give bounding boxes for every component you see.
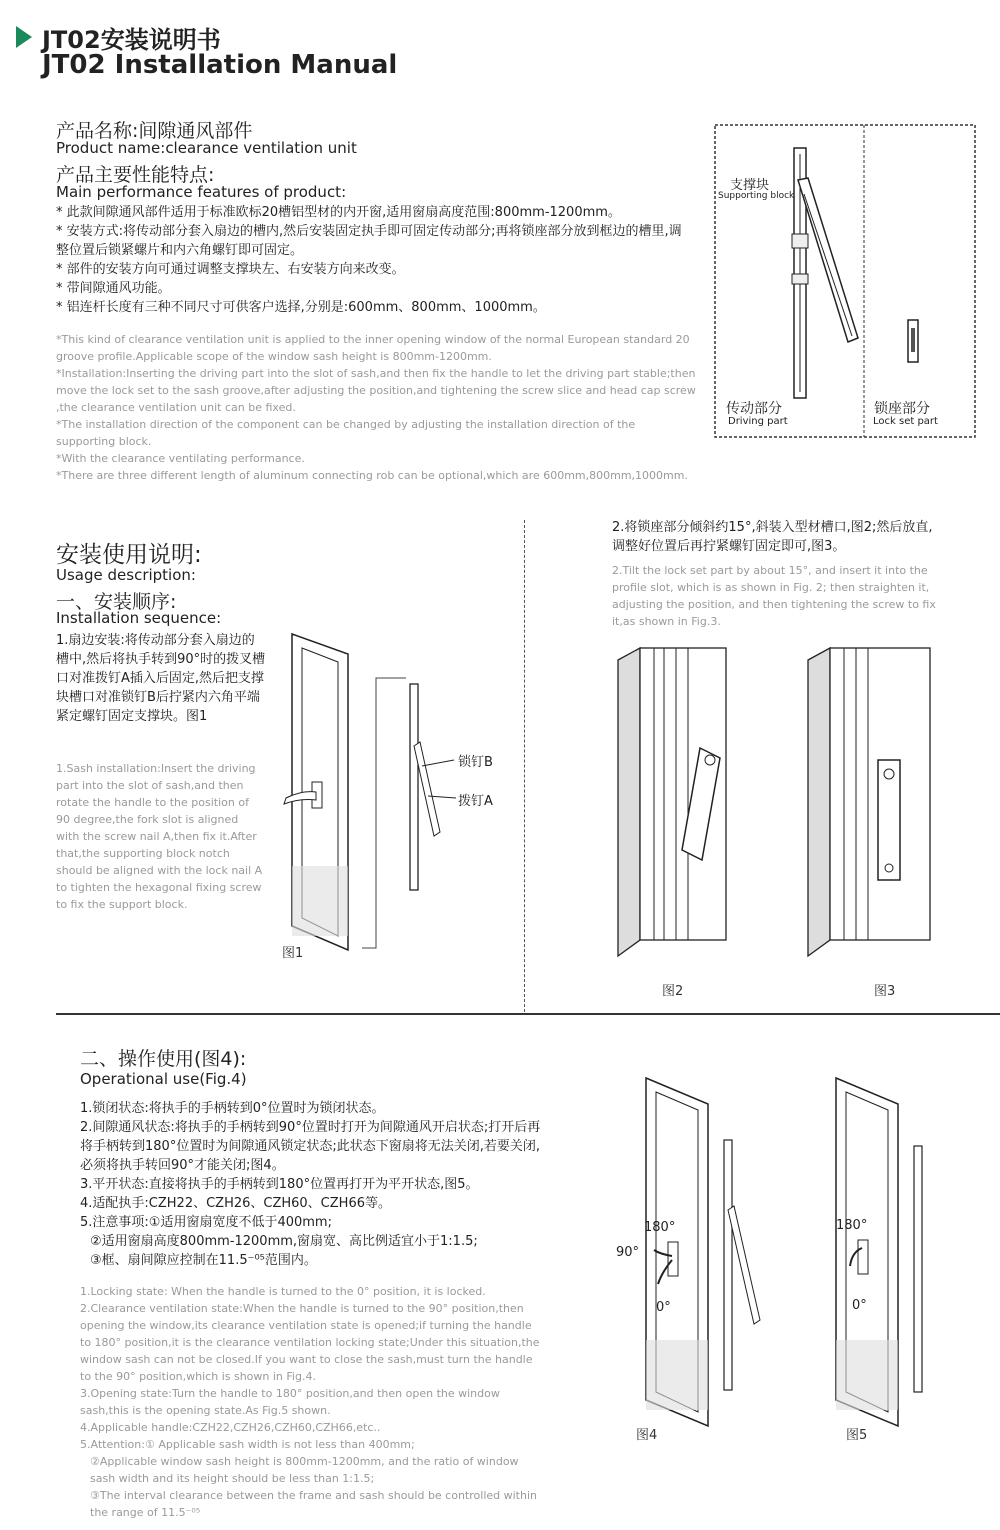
- operation-en-item: 1.Locking state: When the handle is turned to the 0° position, it is locked.: [80, 1285, 486, 1298]
- feature-item: * 部件的安装方向可通过调整支撑块左、右安装方向来改变。: [56, 262, 405, 277]
- feature-item: * 带间隙通风功能。: [56, 281, 171, 296]
- figure-4-caption: 图4: [636, 1428, 658, 1443]
- product-name-en: Product name:clearance ventilation unit: [56, 139, 357, 157]
- operation-en-item: 3.Opening state:Turn the handle to 180° position,and then open the window sash,this is the opening state.As Fig.5 shown.: [80, 1387, 500, 1417]
- product-figure: [714, 124, 976, 438]
- figure-5-caption: 图5: [846, 1428, 868, 1443]
- feature-en-item: *This kind of clearance ventilation unit is applied to the inner opening window of the normal European standard 20 groove profile.Applicable scope of the window sash height is 800mm-1200mm.: [56, 333, 690, 363]
- operation-item: 4.适配执手:CZH22、CZH26、CZH60、CZH66等。: [80, 1196, 391, 1211]
- figure-2-caption: 图2: [662, 984, 684, 999]
- nail-a-label: 拨钉A: [458, 794, 493, 809]
- features-title-en: Main performance features of product:: [56, 183, 347, 201]
- operation-en-item: 5.Attention:① Applicable sash width is not less than 400mm;: [80, 1438, 415, 1451]
- operation-item: ③框、扇间隙应控制在11.5⁻⁰⁵范围内。: [90, 1253, 317, 1268]
- step2-en: 2.Tilt the lock set part by about 15°, and insert it into the profile slot, which is as shown in Fig. 2; then straighten it, adjusting the position, and then tightening the screw to fix it,as shown in Fig.3.: [612, 564, 936, 628]
- features-list-en: [56, 331, 696, 484]
- figures-4-5-drawing: [600, 1070, 1000, 1450]
- lock-set-label-cn: 锁座部分: [874, 401, 930, 417]
- operation-list-en: [80, 1283, 542, 1521]
- operation-item: 5.注意事项:①适用窗扇宽度不低于400mm;: [80, 1215, 332, 1230]
- section-divider-horizontal: [56, 1013, 1000, 1015]
- fig4-deg-0: 0°: [656, 1300, 671, 1315]
- operation-en-item: ③The interval clearance between the frame and sash should be controlled within the range of 11.5⁻⁰⁵: [90, 1489, 537, 1519]
- fig5-deg-0: 0°: [852, 1298, 867, 1313]
- figure-1-caption: 图1: [282, 946, 304, 961]
- feature-en-item: *There are three different length of aluminum connecting rob can be optional,which are 600mm,800mm,1000mm.: [56, 469, 688, 482]
- fig4-deg-90: 90°: [616, 1245, 640, 1260]
- driving-part-label-cn: 传动部分: [726, 401, 782, 417]
- operation-en-item: 4.Applicable handle:CZH22,CZH26,CZH60,CZH66,etc..: [80, 1421, 381, 1434]
- figures-4-5: [600, 1070, 1000, 1450]
- operation-item: 3.平开状态:直接将执手的手柄转到180°位置再打开为平开状态,图5。: [80, 1177, 479, 1192]
- lock-set-label-en: Lock set part: [873, 416, 938, 427]
- features-list-cn: [56, 203, 686, 317]
- support-block-label-cn: 支撑块: [730, 178, 770, 193]
- operation-en-item: 2.Clearance ventilation state:When the handle is turned to the 90° position,then opening the window,its clearance ventilation state is opened;if turning the handle to 180° position,it is the clearance ventilation locking state;Under this situation,the window sash can not be closed.If you want to close the sash,must turn the handle to the 90° position,which is shown in Fig.4.: [80, 1302, 540, 1383]
- figure-3-caption: 图3: [874, 984, 896, 999]
- feature-en-item: *With the clearance ventilating performance.: [56, 452, 305, 465]
- title-en: JT02 Installation Manual: [42, 50, 398, 80]
- section-divider-vertical: [524, 520, 525, 1012]
- feature-item: * 安装方式:将传动部分套入扇边的槽内,然后安装固定执手即可固定传动部分;再将锁座部分放到框边的槽里,调整位置后锁紧螺片和内六角螺钉即可固定。: [56, 224, 682, 258]
- feature-item: * 此款间隙通风部件适用于标准欧标20槽铝型材的内开窗,适用窗扇高度范围:800mm-1200mm。: [56, 205, 621, 220]
- operation-title-en: Operational use(Fig.4): [80, 1070, 247, 1088]
- operation-item: 1.锁闭状态:将执手的手柄转到0°位置时为锁闭状态。: [80, 1101, 385, 1116]
- support-block-label-en: Supporting block: [718, 191, 795, 201]
- product-name-cn: 产品名称:间隙通风部件: [56, 120, 253, 142]
- feature-item: * 铝连杆长度有三种不同尺寸可供客户选择,分别是:600mm、800mm、1000mm。: [56, 300, 546, 315]
- figures-2-3: [610, 640, 1000, 1000]
- operation-list-cn: [80, 1099, 542, 1270]
- step1-cn: 1.扇边安装:将传动部分套入扇边的槽中,然后将执手转到90°时的拨叉槽口对准拨钉A插入后固定,然后把支撑块槽口对准锁钉B后拧紧内六角平端紧定螺钉固定支撑块。图1: [56, 633, 266, 724]
- features-title-cn: 产品主要性能特点:: [56, 164, 215, 186]
- operation-title-cn: 二、操作使用(图4):: [80, 1048, 247, 1070]
- sequence-title-cn: 一、安装顺序:: [56, 591, 177, 613]
- step2-cn: 2.将锁座部分倾斜约15°,斜装入型材槽口,图2;然后放直,调整好位置后再拧紧螺钉固定即可,图3。: [612, 520, 933, 554]
- feature-en-item: *The installation direction of the component can be changed by adjusting the installation direction of the supporting block.: [56, 418, 636, 448]
- usage-title-en: Usage description:: [56, 566, 196, 584]
- operation-en-item: ②Applicable window sash height is 800mm-1200mm, and the ratio of window sash width and its height should be less than 1:1.5;: [90, 1455, 519, 1485]
- operation-item: ②适用窗扇高度800mm-1200mm,窗扇宽、高比例适宜小于1:1.5;: [90, 1234, 478, 1249]
- product-figure-drawing: [714, 124, 976, 438]
- operation-item: 2.间隙通风状态:将执手的手柄转到90°位置时打开为间隙通风开启状态;打开后再将手柄转到180°位置时为间隙通风锁定状态;此状态下窗扇将无法关闭,若要关闭,必须将执手转回90°才能关闭;图4。: [80, 1120, 541, 1173]
- driving-part-label-en: Driving part: [728, 416, 788, 427]
- nail-b-label: 锁钉B: [458, 755, 493, 770]
- fig5-deg-180: 180°: [836, 1218, 868, 1233]
- feature-en-item: *Installation:Inserting the driving part into the slot of sash,and then fix the handle to let the driving part stable;then move the lock set to the sash groove,after adjusting the position,and tightening the screw slice and head cap screw ,the clearance ventilation unit can be fixed.: [56, 367, 696, 414]
- usage-title-cn: 安装使用说明:: [56, 542, 202, 568]
- step1-en: 1.Sash installation:Insert the driving part into the slot of sash,and then rotate the handle to the position of 90 degree,the fork slot is aligned with the screw nail A,then fix it.After that,the supporting block notch should be aligned with the lock nail A to tighten the hexagonal fixing screw to fix the support block.: [56, 762, 263, 911]
- figure-1: [276, 626, 516, 966]
- fig4-deg-180: 180°: [644, 1220, 676, 1235]
- figures-2-3-drawing: [610, 640, 1000, 1000]
- header-arrow-icon: [16, 26, 32, 48]
- title-cn: JT02安装说明书: [42, 26, 221, 54]
- sequence-title-en: Installation sequence:: [56, 609, 222, 627]
